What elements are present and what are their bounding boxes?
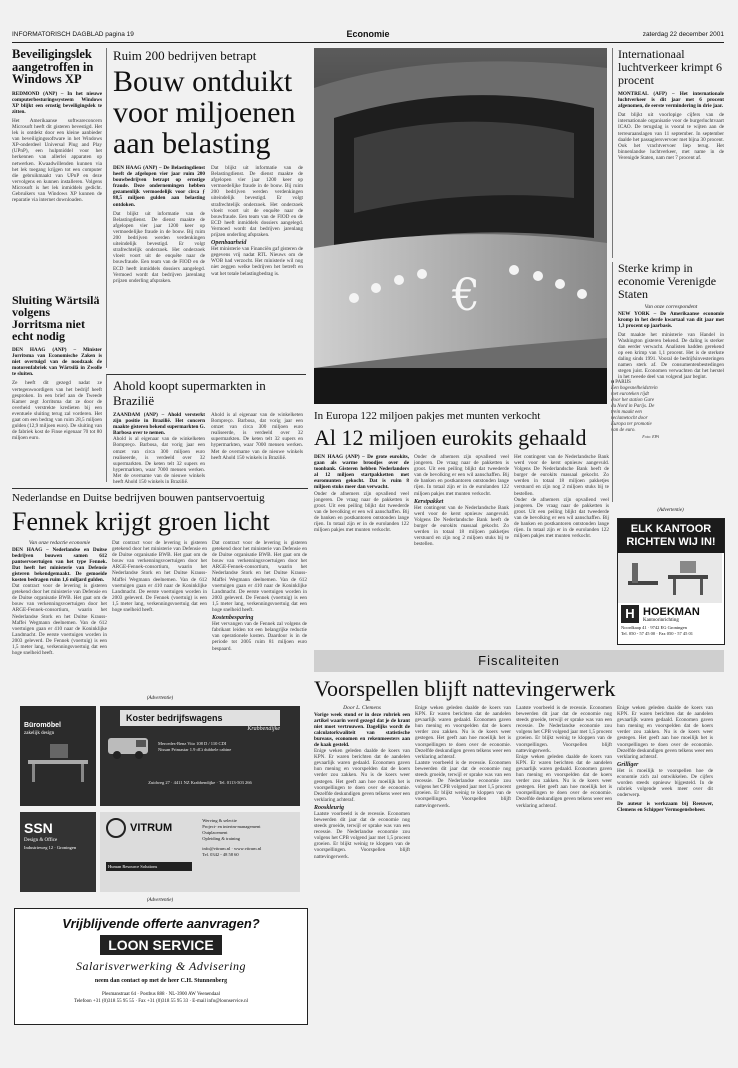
body: Dat maakte het ministerie van Handel in Washington gisteren bekend. De daling is sterker dan eerder verwacht. Analisten hadden gerekend op een krimp van 1,1 procent. Het is de sterkste daling sinds 1991. Vooral de bedrijfsinvesteringen namen sterk af. De consumentenbestedingen stegen juist. Economen verwachten dat het herstel in het tweede deel van volgend jaar begint. [618,331,724,381]
article-beveiligingslek [12,48,102,288]
body-cont3: Enige weken geleden daalde de koers van KPN. Er waren berichten dat de aandelen gevaarlijk waren gedaald. Economen gaven hun mening en voorspelden dat de koers verder zou zakken. Nu is de koers weer gestegen. Het geeft aan hoe moeilijk het is voorspellingen te doen over de economie. Dezelfde deskundigen geven telkens weer een verklaring achteraf. [617,705,713,760]
train-image [314,48,607,404]
hoekman-address: Noordkaap 41 · 9742 EG Groningen [621,625,687,630]
body-cont: Ahold is al eigenaar van de winkelketen Bompreço. Barbosa, dat vorig jaar een omzet van circa 300 miljoen euro realiseerde, is verdeeld over 32 supermarkten. De keten telt 32 supers en hypermarkten, waar 7000 mensen werken. Met de overname van de nieuwe winkels heeft Ahold 150 winkels in Brazilië. [211,412,303,461]
body: Ahold is al eigenaar van de winkelketen Bompreço. Barbosa, dat vorig jaar een omzet van circa 300 miljoen euro realiseerde, is verdeeld over 32 supermarkten. De keten telt 32 supers en hypermarkten, waar 7000 mensen werken. Met de overname van de nieuwe winkels heeft Ahold 150 winkels in Brazilië. [113,436,205,486]
fiscaliteiten-banner [314,650,724,672]
headline: Al 12 miljoen eurokits gehaald [314,425,587,450]
ssn-sub: Design & Office [24,838,58,843]
subhead: Kostenbesparing [212,615,254,622]
subhead2: Grilliger [617,761,639,768]
subhead: Openbaarheid [211,240,247,247]
subhead: Kerstpakket [414,498,444,505]
hoekman-brand: HOEKMAN [643,605,700,618]
author-note: De auteur is werkzaam bij Reeuwer, Clemens en Schipper Vermogensbeheer. [617,801,713,814]
buromobel-ad[interactable] [20,706,96,806]
body-cont2: Enige weken geleden daalde de koers van KPN. Er waren berichten dat de aandelen gevaarlijk waren gedaald. Economen gaven hun mening en voorspelden dat de koers verder zou zakken. Nu is de koers weer gestegen. Het geeft aan hoe moeilijk het is voorspellingen te doen over de economie. Dezelfde deskundigen geven telkens weer een verklaring achteraf. [516,753,612,809]
headline: Internationaal luchtverkeer krimpt 6 procent [618,47,722,87]
body-cont2: Dat contract voor de levering is gisteren getekend door het ministerie van Defensie en de Duitse organisatie BWB. Het gaat om de bouw van verkenningsvoertuigen door het ARGE-Fennek-consortium, waarin het Nederlandse Stork en het Duitse Krauss-Maffei Wegmann deelnemen. Van de 612 voertuigen gaan er 410 naar de Koninklijke Landmacht. De eerste voertuigen worden in 2003 geleverd. De Fennek (voertuig) is een 1,5 meter lang, verkenningsvoertuig dat een hoge snelheid heeft. [212,540,307,614]
body2: Laatste voorbeeld is de recessie. Economen beweerden dit jaar dat de economie nog steeds groeide, terwijl er sprake was van een recessie. De Nederlandse economie zou volgens het CPB volgend jaar met 1,5 procent groeien. Er blijkt weinig te kloppen van de voorspellingen. Voorspellen blijft nattevingerwerk. [314,810,410,860]
lead: MONTREAL (AFP) – Het internationale luchtverkeer is dit jaar met 6 procent afgenomen, de eerste vermindering in drie jaar. [618,91,724,110]
body-cont: Dat contract voor de levering is gisteren getekend door het ministerie van Defensie en de Duitse organisatie BWB. Het gaat om de bouw van verkenningsvoertuigen door het ARGE-Fennek-consortium, waarin het Nederlandse Stork en het Duitse Krauss-Maffei Wegmann deelnemen. Van de 612 voertuigen gaan er 410 naar de Koninklijke Landmacht. De eerste voertuigen worden in 2003 geleverd. De Fennek (voertuig) is een 1,5 meter lang, verkenningsvoertuig dat een hoge snelheid heeft. [112,540,207,614]
body: Onder de afnemers zijn opvallend veel jongeren. De vraag naar de pakketten is groot. Uit een peiling blijkt dat tweederde van de bevolking er een wil aanschaffen. Bij de banken en postkantoren ontstonden lange rijen. In totaal zijn er in de eurolanden 122 miljoen pakjes met munten verkocht. [314,490,409,534]
banner-title: Fiscaliteiten [478,653,560,668]
hoekman-sub: Kantoorinrichting [643,617,679,623]
train-photo [314,48,607,404]
vitrum-item-4: Opleiding & training [202,836,240,841]
kicker: Ruim 200 bedrijven betrapt [113,48,257,63]
caption-title: PARIJS [615,380,631,385]
hoekman-title: ELK KANTOOR RICHTEN WIJ IN! [618,519,724,553]
headline: Ahold koopt supermarkten in Brazilië [113,378,266,408]
koster-line1: Mercedes-Benz Vito 108 D / 110 CDI [158,741,227,746]
loon-contact: neem dan contact op met de heer C.H. Stunnenberg [94,978,228,984]
lead: REDMOND (ANP) – In het nieuwe computerbesturingssysteem Windows XP blijkt een ernstig beveiligingslek te zitten. [12,90,102,115]
lead: ZAANDAM (ANP) – Ahold versterkt zijn positie in Brazilië. Het concern maakte gisteren bekend supermarkten G. Barbosa over te nemen. [113,412,205,437]
header-date: zaterdag 22 december 2001 [642,31,724,38]
hoekman-phone: Tel. 050 - 57 45 00 · Fax 050 - 57 45 01 [621,630,694,636]
ssn-address: Industrieweg 12 · Groningen [24,845,77,850]
caption-text: Een hogesnelheidstrein met euroteken rijdt door het station Gare du Nord in Parijs. De trein maakt een reclametocht door Europa ter promotie van de euro. [611,386,658,433]
article-sluiting [12,294,102,444]
headline: Sluiting Wärtsilä volgens Jorritsma niet echt nodig [12,293,100,343]
ssn-ad[interactable] [20,812,96,892]
body: Dat contract voor de levering is gisteren getekend door het ministerie van Defensie en de Duitse organisatie BWB. Het gaat om de bouw van verkenningsvoertuigen door het ARGE-Fennek-consortium, waarin het Nederlandse Stork en het Duitse Krauss-Maffei Wegmann deelnemen. Van de 612 voertuigen gaan er 410 naar de Koninklijke Landmacht. De eerste voertuigen worden in 2003 geleverd. De Fennek (voertuig) is een 1,5 meter lang, verkenningsvoertuig dat een hoge snelheid heeft. [12,583,107,657]
adv-label: (Advertentie) [657,508,684,513]
loon-address: Plesmanstraat 64 · Postbus 888 · NL-3900 AW Veenendaal [101,992,220,997]
body3: Het is moeilijk te voorspellen hoe de economie zich zal ontwikkelen. De cijfers worden steeds opnieuw bijgesteld. In de rubriek volgende week meer over dit onderwerp. [617,767,713,799]
section-title: Economie [346,29,390,39]
buromobel-sub: zakelijk design [24,731,55,736]
koster-title: Koster bedrijfswagens [120,710,280,726]
koster-sub: Krabbendijke [247,726,280,732]
lead: NEW YORK – De Amerikaanse economie kromp in het derde kwartaal van dit jaar met 1,3 procent op jaarbasis. [618,310,724,329]
vitrum-contact: info@vitrum.nl · www.vitrum.nl [202,846,262,851]
body2-cont: Het contingent van de Nederlandsche Bank werd voor de kerst opnieuw aangevuld. Volgens De Nederlandsche Bank heeft de burger de eurokits massaal gekocht. Zo werden in totaal 18 miljoen pakketjes verstuurd en zijn nog 2 miljoen stuks bij te bestellen. [514,454,609,497]
loon-tagline: Salarisverwerking & Advisering [75,959,247,973]
office-chairs-image [618,553,722,603]
vitrum-ad[interactable] [100,812,300,892]
headline: Sterke krimp in economie Verenigde Staten [618,261,717,301]
article-krimp-vs [612,262,724,502]
byline: Door L. Clemens [343,705,381,711]
vitrum-phone: Tel. 0342 - 48 58 60 [202,852,239,857]
buromobel-title: Büromöbel [24,722,61,729]
kicker: In Europa 122 miljoen pakjes met munten verkocht [314,410,541,422]
subhead: Rooskleurig [314,804,345,811]
headline: Fennek krijgt groen licht [12,507,270,536]
header-left: INFORMATORISCH DAGBLAD pagina 19 [12,31,134,38]
vitrum-brand: VITRUM [130,822,173,834]
hoekman-ad[interactable] [617,518,725,645]
body-cont: Dat blijkt uit informatie van de Belastingdienst. De dienst maakte de afgelopen vier jaar 1200 keer op vermoedelijke fraude in de bouw. Bij ruim 200 bedrijven werden verdenkingen uiteindelijk bevestigd. Er volgt strafrechtelijk onderzoek. Het onderzoek vloeit voort uit de enquête naar de bouwfraude. Een team van de FIOD en de ECD heeft inmiddels dossiers aangelegd. Vermoed wordt dat bedrijven jarenlang prijzen onderling afspraken. [211,165,303,239]
body2-cont: Laatste voorbeeld is de recessie. Economen beweerden dit jaar dat de economie nog steeds groeide, terwijl er sprake was van een recessie. De Nederlandse economie zou volgens het CPB volgend jaar met 1,5 procent groeien. Er blijkt weinig te kloppen van de voorspellingen. Voorspellen blijft nattevingerwerk. [415,759,511,809]
vitrum-item-3: Outplacement [202,830,228,835]
loon-brand: LOON SERVICE [100,935,222,955]
euro-icon: € [452,270,480,321]
headline: Voorspellen blijft nattevingerwerk [314,676,616,701]
headline: Beveiligingslek aangetroffen in Windows XP [12,47,94,86]
koster-line2: Nissan Primastar 1.9 dCi dubbele cabine [158,747,232,752]
byline: Van onze correspondent [644,304,698,310]
adv-label-3: (Advertentie) [146,898,174,903]
lead: DEN HAAG (ANP) – Minister Jorritsma van Economische Zaken is niet overtuigd van de noodzaak de motorenfabriek van Wärtsilä in Zwolle te sluiten. [12,347,102,378]
article-luchtverkeer [612,48,724,258]
lead: Vorige week stond er in deze rubriek een artikel waarin werd gezegd dat je de krant niet moet vertrouwen. Dagelijks wordt de calculatorkwaliteit van statistische bureaus, economen en rekenmeesters aan de kaak gesteld. [314,711,410,748]
kicker: Nederlandse en Duitse bedrijven bouwen pantservoertuig [12,492,265,504]
body: Dat blijkt uit voorlopige cijfers van de internationale organisatie voor de burgerluchtvaart ICAO. De terugslag is vooral te wijten aan de terreuraanslagen van 11 september. In september daalde het passagiersvervoer met bijna 30 procent. Ook het vrachtvervoer liep terug. Het binnenlandse luchtverkeer, met name in de Verenigde Staten, nam met 7 procent af. [618,112,724,161]
vitrum-logo-icon [106,818,126,838]
lead: DEN HAAG (ANP) – De Belastingdienst heeft de afgelopen vier jaar ruim 200 bouwbedrijven betrapt op ernstige fraude. Deze ondernemingen hebben gezamenlijk vermoedelijk voor circa ƒ 88,5 miljoen gulden aan belasting ontdoken. [113,165,205,208]
article-fennek [12,488,308,689]
article-eurokits [314,410,610,640]
body: Ze heeft dit gezegd nadat ze vertegenwoordigers van het bedrijf heeft gesproken. In een brief aan de Tweede Kamer zegt Jorritsma dat ze door de overheid verstrekte kredieten bij een eventuele sluiting terug zal vorderen. Het gaat om een bedrag van ruim 28,5 miljoen gulden (12,9 miljoen euro). De sluiting van de fabriek kost de Finse eigenaar 70 tot 80 miljoen euro. [12,380,102,442]
loon-title: Vrijblijvende offerte aanvragen? [62,916,260,931]
body2: Het ministerie van Financiën gaf gisteren de gegevens vrij nadat RTL Nieuws om de WOB had verzocht. Het ministerie wil nog niet zeggen welke bedrijven het betreft en wat het totale belastingbedrag is. [211,246,303,277]
hoekman-logo-icon: H [621,605,639,623]
body-cont2: Onder de afnemers zijn opvallend veel jongeren. De vraag naar de pakketten is groot. Uit een peiling blijkt dat tweederde van de bevolking er een wil aanschaffen. Bij de banken en postkantoren ontstonden lange rijen. In totaal zijn er in de eurolanden 122 miljoen pakjes met munten verkocht. [514,496,609,540]
body: Het Amerikaanse softwareconcern Microsoft heeft dit gisteren bevestigd. Het lek is ontdekt door een kleine aanbieder van beveiligingssoftware in het Windows XP-onderdeel Universal Plug and Play (UPnP), een hulpmiddel voor het herkennen van allerlei apparaten op netwerken. Kwaadwillenden kunnen via het lek toegang krijgen tot een computer die gebruikmaakt van UPnP en deze vervolgens en kunnen installeren. Volgens Microsoft is het lek inmiddels gedicht. Gebruikers van Windows XP kunnen de reparatie via internet downloaden. [12,117,102,204]
article-bouw [106,48,306,368]
vitrum-item-1: Werving & selectie [202,818,237,823]
body2: Het contingent van de Nederlandsche Bank werd voor de kerst opnieuw aangevuld. Volgens De Nederlandsche Bank heeft de burger de eurokits massaal gekocht. Zo werden in totaal 18 miljoen pakketjes verstuurd en zijn nog 2 miljoen stuks bij te bestellen. [414,504,509,548]
koster-footer: Zuidweg 27 · 4411 NZ Krabbendijke · Tel. 0113-503 266 [148,780,252,785]
body2: Het vervangen van de Fennek zal volgens de fabrikant leiden tot een belangrijke reductie van operationele kosten. Daardoor is in de periode tot 2005 ruim 81 miljoen euro bespaard. [212,621,307,652]
adv-label-2: (Advertentie) [146,696,174,701]
photo-caption: ■ PARIJS Een hogesnelheidstrein met euroteken rijdt door het station Gare du Nord in Parijs. De trein maakt een reclametocht door Europa ter promotie van de euro. Foto: EPA [611,380,659,439]
lead: DEN HAAG (ANP) – De grote eurokits, gaan als warme broodjes over de toonbank. Gisteren hebben Nederlanders al 12 miljoen startpakketten met euromunten gekocht. Dat is ruim 8 miljoen stuks meer dan verwacht. [314,454,409,491]
body-cont: Onder de afnemers zijn opvallend veel jongeren. De vraag naar de pakketten is groot. Uit een peiling blijkt dat tweederde van de bevolking er een wil aanschaffen. Bij de banken en postkantoren ontstonden lange rijen. In totaal zijn er in de eurolanden 122 miljoen pakjes met munten verkocht. [414,454,509,497]
page-header [12,28,724,43]
van-icon [106,734,152,760]
body: Enige weken geleden daalde de koers van KPN. Er waren berichten dat de aandelen gevaarlijk waren gedaald. Economen gaven hun mening en voorspelden dat de koers verder zou zakken. Nu is de koers weer gestegen. Het geeft aan hoe moeilijk het is voorspellingen te doen over de economie. Dezelfde deskundigen geven telkens weer een verklaring achteraf. [314,748,410,803]
byline: Van onze redactie economie [28,540,91,546]
photo-credit: Foto: EPA [642,434,659,439]
ssn-title: SSN [24,820,53,836]
vitrum-item-2: Project- en interim-management [202,824,261,829]
vitrum-tagline: Human Resource Solutions [106,862,192,871]
body: Dat blijkt uit informatie van de Belastingdienst. De dienst maakte de afgelopen vier jaar 1200 keer op vermoedelijke fraude in de bouw. Bij ruim 200 bedrijven werden verdenkingen uiteindelijk bevestigd. Er volgt strafrechtelijk onderzoek. Het onderzoek vloeit voort uit de enquête naar de bouwfraude. Een team van de FIOD en de ECD heeft inmiddels dossiers aangelegd. Vermoed wordt dat bedrijven jarenlang prijzen onderling afspraken. [113,210,205,284]
lead: DEN HAAG – Nederlandse en Duitse bedrijven bouwen samen 612 pantservoertuigen van het type Fennek. Dat heeft het ministerie van Defensie gisteren bekendgemaakt. De gemoeide kosten bedragen ruim 1,6 miljard gulden. [12,546,107,583]
body2-cont2: Laatste voorbeeld is de recessie. Economen beweerden dit jaar dat de economie nog steeds groeide, terwijl er sprake was van een recessie. De Nederlandse economie zou volgens het CPB volgend jaar met 1,5 procent groeien. Er blijkt weinig te kloppen van de voorspellingen. Voorspellen blijft nattevingerwerk. [516,705,612,754]
headline: Bouw ontduikt voor miljoenen aan belasting [113,65,296,160]
article-ahold [106,374,306,486]
body-cont: Enige weken geleden daalde de koers van KPN. Er waren berichten dat de aandelen gevaarlijk waren gedaald. Economen gaven hun mening en voorspelden dat de koers verder zou zakken. Nu is de koers weer gestegen. Het geeft aan hoe moeilijk het is voorspellingen te doen over de economie. Dezelfde deskundigen geven telkens weer een verklaring achteraf. [415,705,511,760]
loon-service-ad[interactable] [14,908,308,1025]
koster-ad[interactable] [100,706,300,806]
article-fiscaliteiten [314,650,724,1024]
desk-image [20,738,96,788]
loon-phone: Telefoon +31 (0)318 55 95 55 · Fax +31 (0)318 55 95 33 · E-mail info@loonservice.nl [73,999,249,1004]
